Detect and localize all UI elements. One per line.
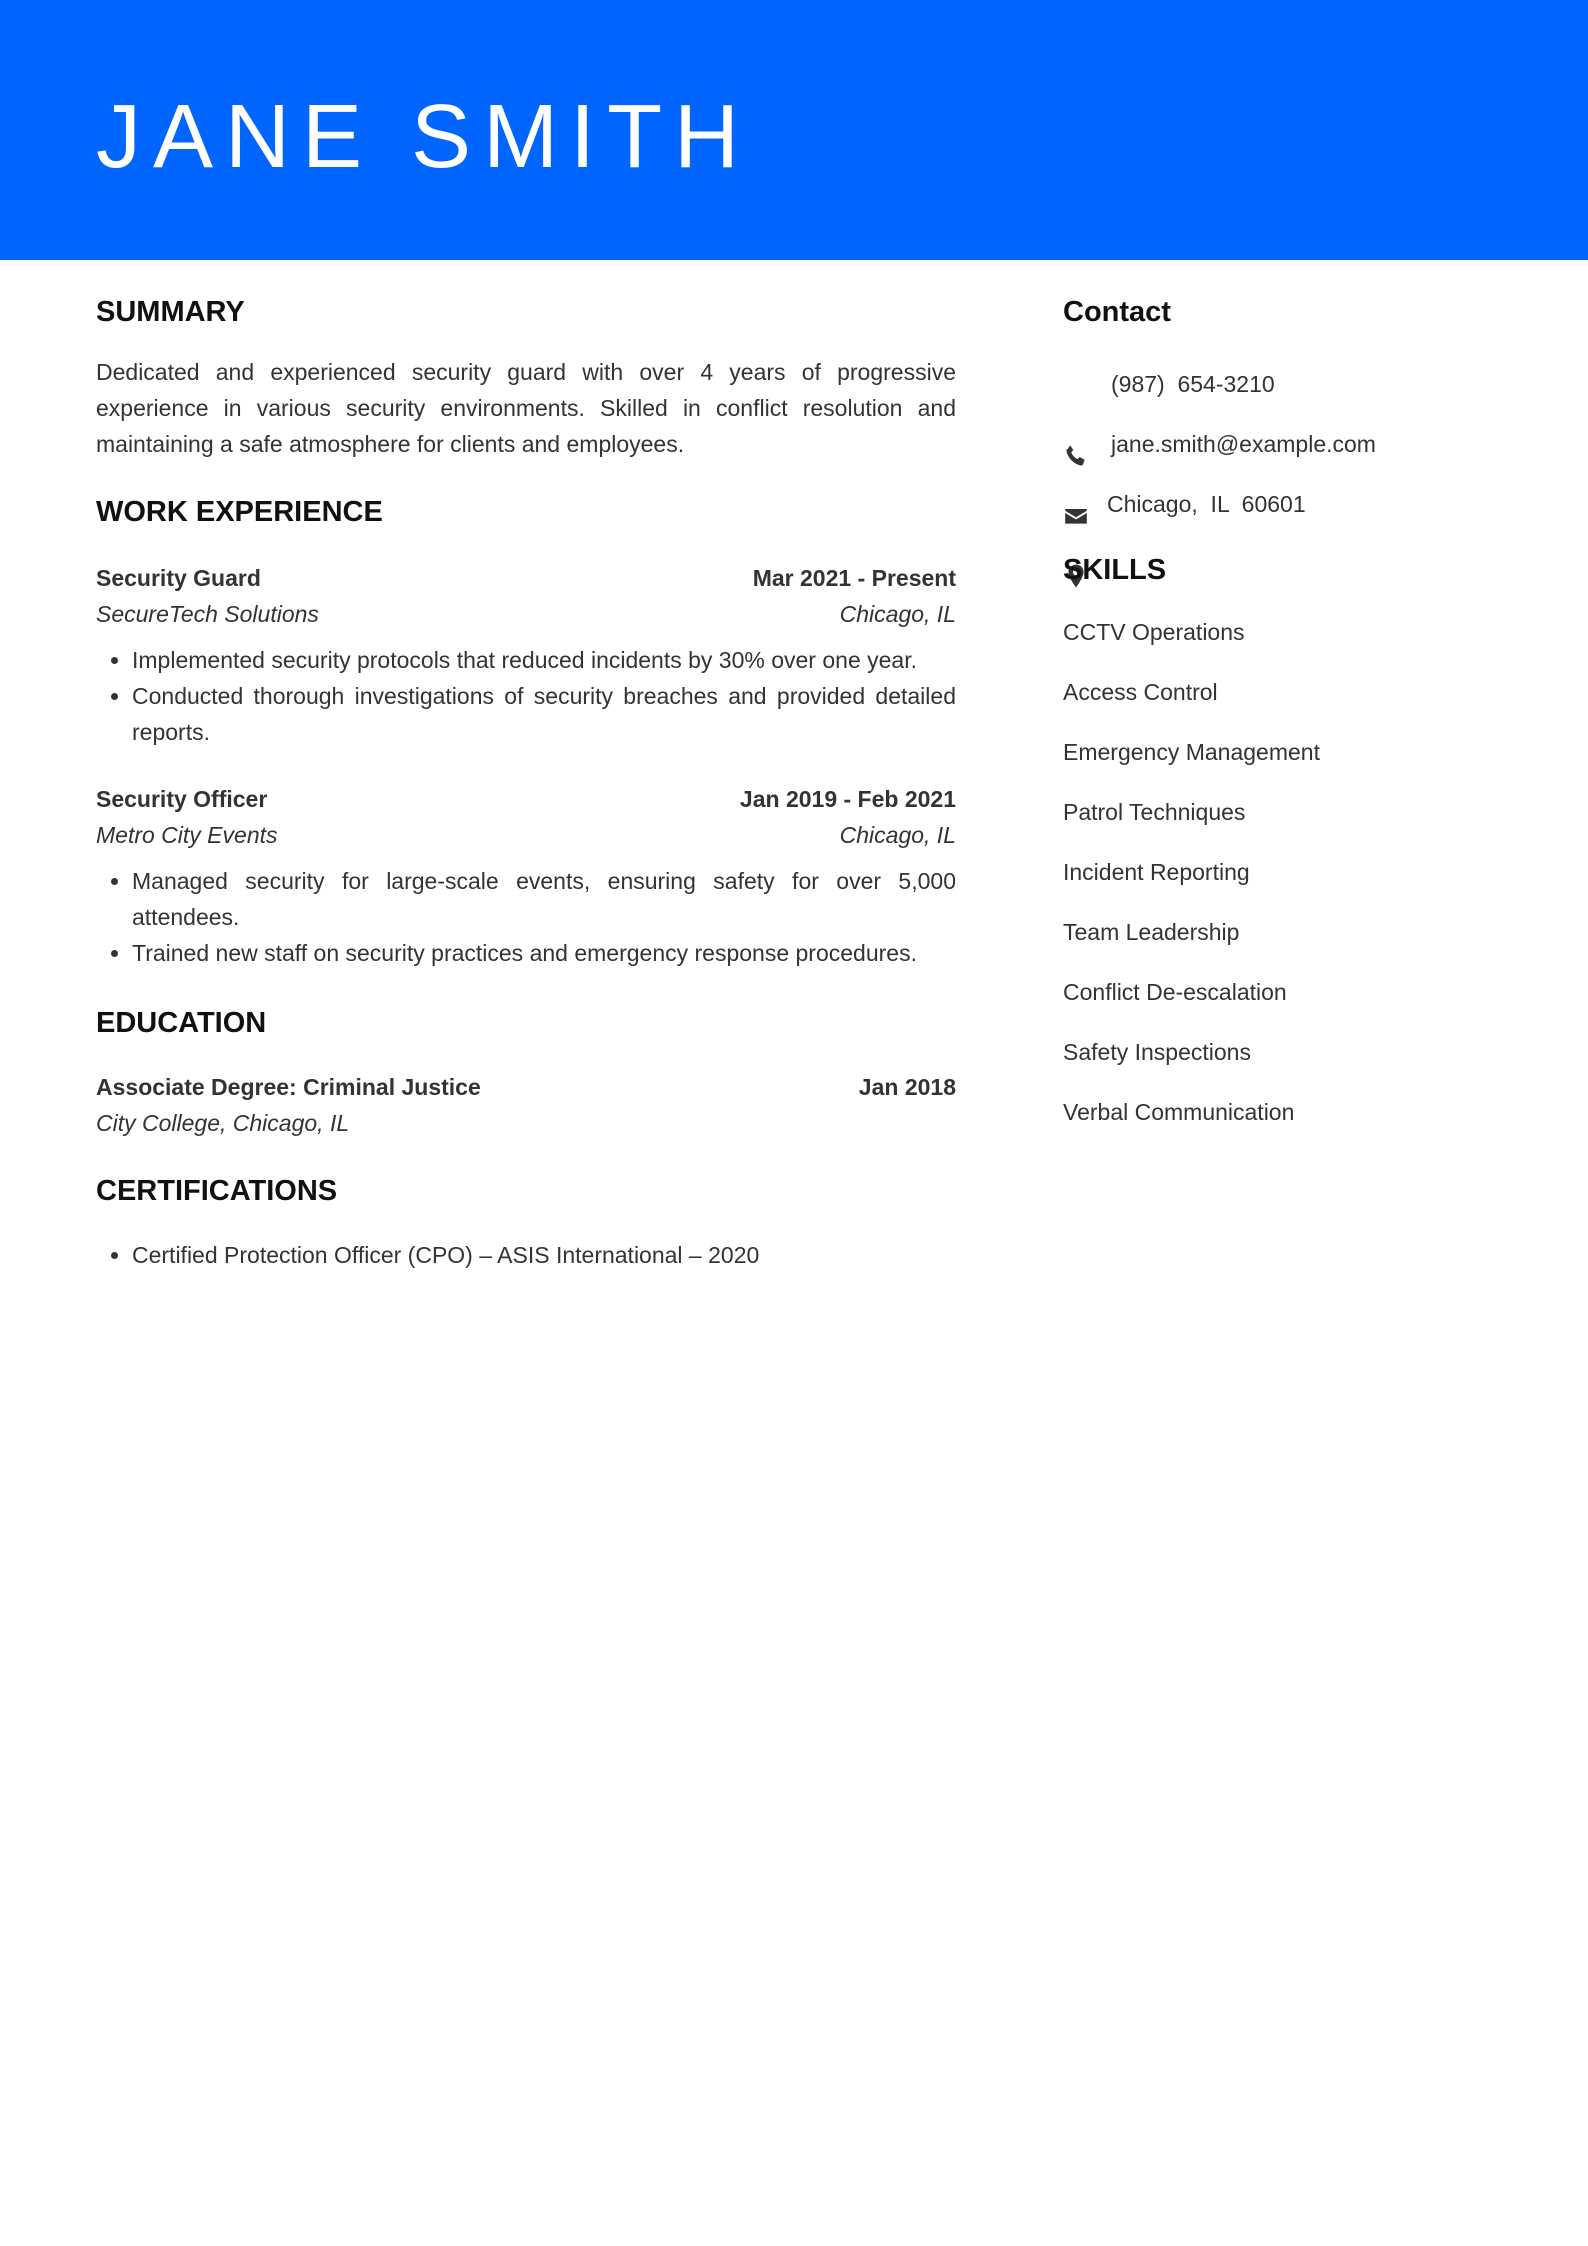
skill-item: Safety Inspections xyxy=(1063,1039,1251,1065)
job-role: Security Guard xyxy=(96,565,261,591)
contact-email xyxy=(1063,426,1523,462)
education-section xyxy=(96,1001,956,1141)
education-degree: Associate Degree: Criminal Justice xyxy=(96,1074,481,1100)
skill-item: Verbal Communication xyxy=(1063,1099,1295,1125)
certifications-heading: CERTIFICATIONS xyxy=(96,1175,338,1207)
candidate-name: JANE SMITH xyxy=(96,87,752,187)
job-dates: Mar 2021 - Present xyxy=(752,565,956,591)
skill-item: Team Leadership xyxy=(1063,919,1240,945)
envelope-icon xyxy=(1063,431,1089,457)
main-column xyxy=(96,290,956,1273)
job-title-row xyxy=(96,781,956,817)
job-bullet: • Implemented security protocols that reduced incidents by 30% over one year. xyxy=(132,642,956,678)
contact-email-text: jane.smith@example.com xyxy=(1111,431,1376,457)
contact-section xyxy=(1063,290,1523,522)
job-role: Security Officer xyxy=(96,786,268,812)
job-entry xyxy=(96,560,956,750)
summary-heading: SUMMARY xyxy=(96,296,245,328)
education-entry xyxy=(96,1069,956,1141)
education-heading: EDUCATION xyxy=(96,1007,267,1039)
contact-heading: Contact xyxy=(1063,296,1171,328)
map-marker-icon xyxy=(1063,491,1089,517)
work-experience-heading: WORK EXPERIENCE xyxy=(96,496,383,528)
contact-location xyxy=(1063,486,1523,522)
certification-list xyxy=(96,1237,956,1273)
job-location: Chicago, IL xyxy=(839,822,956,848)
job-bullet: • Conducted thorough investigations of security breaches and provided detailed reports. xyxy=(132,678,956,750)
job-entry xyxy=(96,781,956,971)
sidebar-column xyxy=(1063,290,1523,1154)
summary-text: Dedicated and experienced security guard with over 4 years of progressive experience in various security environments. Skilled in conflict resolution and maintaining a safe atmosphere for clients and employees. xyxy=(96,359,956,457)
job-bullet: • Trained new staff on security practices and emergency response procedures. xyxy=(132,935,956,971)
contact-phone-text: (987) 654-3210 xyxy=(1111,371,1275,397)
job-bullets xyxy=(96,642,956,750)
contact-location-text: Chicago, IL 60601 xyxy=(1107,491,1306,517)
job-dates: Jan 2019 - Feb 2021 xyxy=(739,786,956,812)
skill-item: CCTV Operations xyxy=(1063,619,1245,645)
job-company-row xyxy=(96,817,956,853)
job-bullets xyxy=(96,863,956,971)
work-experience-section xyxy=(96,490,956,971)
header-banner xyxy=(0,0,1588,260)
education-degree-row xyxy=(96,1069,956,1105)
job-bullet: • Managed security for large-scale events, ensuring safety for over 5,000 attendees. xyxy=(132,863,956,935)
job-company-row xyxy=(96,596,956,632)
certification-item: • Certified Protection Officer (CPO) – ASIS International – 2020 xyxy=(132,1237,956,1273)
education-school: City College, Chicago, IL xyxy=(96,1110,350,1136)
skill-item: Patrol Techniques xyxy=(1063,799,1246,825)
skill-item: Incident Reporting xyxy=(1063,859,1250,885)
summary-section xyxy=(96,290,956,462)
education-school-row xyxy=(96,1105,956,1141)
certifications-section xyxy=(96,1169,956,1273)
education-date: Jan 2018 xyxy=(858,1074,956,1100)
skills-list xyxy=(1063,614,1523,1130)
job-company: Metro City Events xyxy=(96,822,278,848)
job-title-row xyxy=(96,560,956,596)
skill-item: Conflict De-escalation xyxy=(1063,979,1287,1005)
contact-phone xyxy=(1063,366,1523,402)
phone-icon xyxy=(1063,371,1089,397)
skill-item: Emergency Management xyxy=(1063,739,1320,765)
skills-heading: SKILLS xyxy=(1063,554,1167,586)
skills-section xyxy=(1063,548,1523,1130)
job-location: Chicago, IL xyxy=(839,601,956,627)
skill-item: Access Control xyxy=(1063,679,1218,705)
job-company: SecureTech Solutions xyxy=(96,601,319,627)
